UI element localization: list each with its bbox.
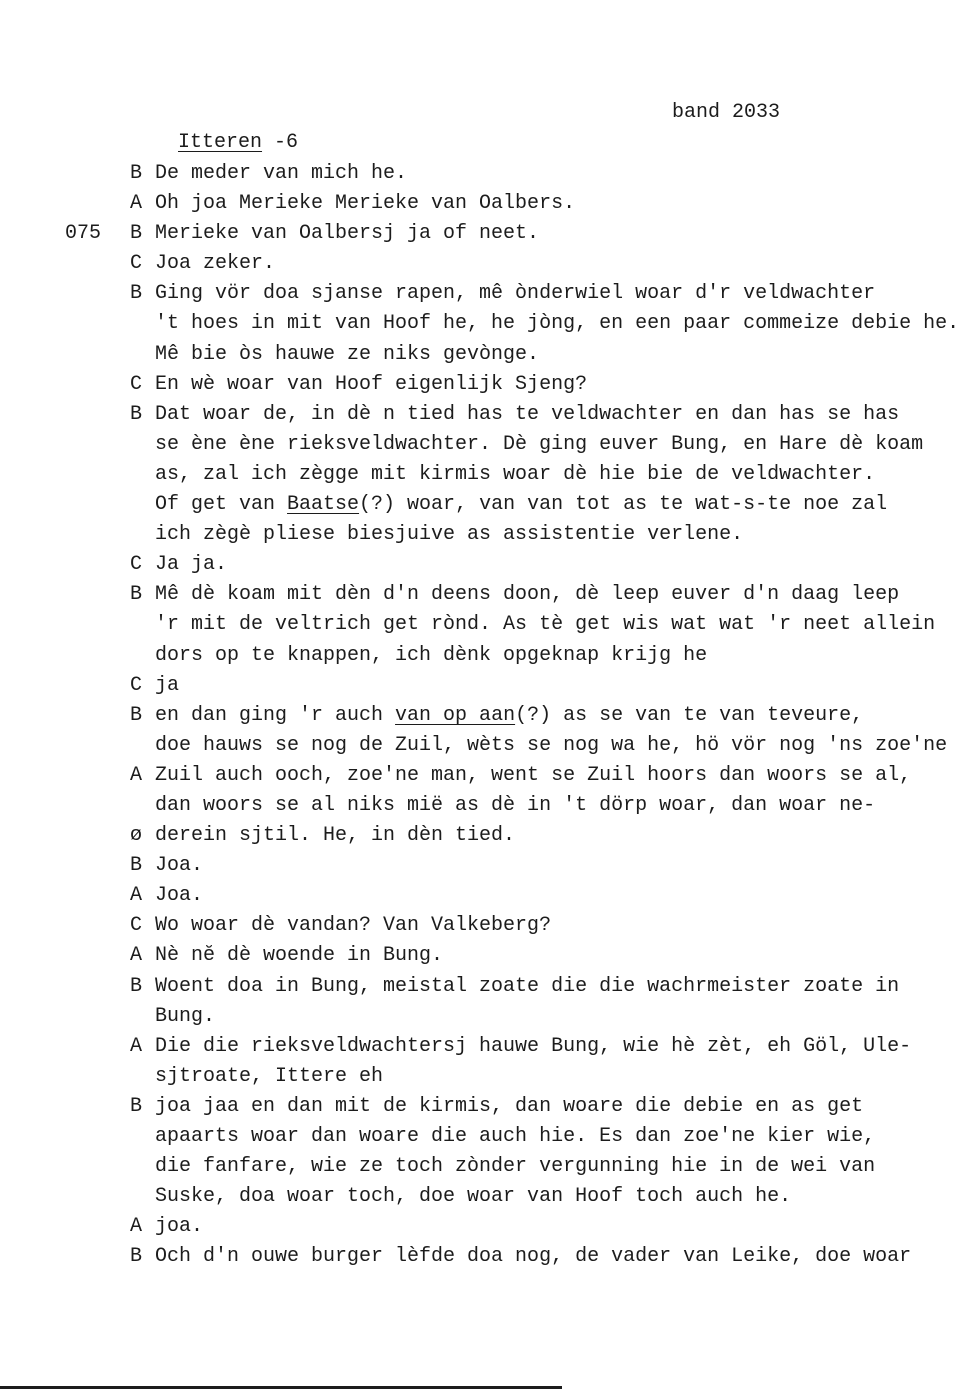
line-text: dan woors se al niks mië as dè in 't dörp woar, dan woar ne- [155,793,876,817]
line-text: (?) as se van te van teveure, [515,703,864,727]
margin-counter: 075 [65,222,102,246]
utterance [130,851,965,881]
line-text: Die die rieksveldwachtersj hauwe Bung, wie hè zèt, eh Göl, Ule- [155,1034,912,1058]
line-text: doe hauws se nog de Zuil, wèts se nog wa he, hö vör nog 'ns zoe'ne [155,733,948,757]
struck-margin-mark: ø [130,824,143,848]
transcript-line [130,370,965,400]
line-text: Suske, doa woar toch, doe woar van Hoof toch auch he. [155,1185,792,1209]
speaker-label: C [130,673,143,697]
speaker-label: A [130,1034,143,1058]
line-text: Ging vör doa sjanse rapen, mê ònderwiel woar d'r veldwachter [155,282,876,306]
utterance [130,249,965,279]
speaker-label: B [130,1245,143,1269]
line-text: 'r mit de veltrich get rònd. As tè get wis wat wat 'r neet allein [155,613,936,637]
transcript-line [130,610,965,640]
transcript-line [130,821,965,851]
line-text: ich zègè pliese biesjuive as assistentie verlene. [155,523,744,547]
transcript-line [130,671,965,701]
line-text: En wè woar van Hoof eigenlijk Sjeng? [155,372,588,396]
transcript-line [130,550,965,580]
transcript-line [130,761,965,791]
transcript-line [130,972,965,1002]
line-text: Of get van [155,493,288,517]
transcript-line [130,400,965,430]
utterance [130,370,965,400]
transcript-line [65,219,965,249]
transcript-body [65,159,965,1272]
transcript-line [130,340,965,370]
transcript-line [130,279,965,309]
line-text: die fanfare, wie ze toch zònder vergunning hie in de wei van [155,1155,876,1179]
line-text: Nè nĕ dè woende in Bung. [155,944,444,968]
line-text: sjtroate, Ittere eh [155,1064,384,1088]
line-text: joa. [155,1215,204,1239]
transcript-line [130,1002,965,1032]
line-text: derein sjtil. He, in dèn tied. [155,824,516,848]
transcript-line [130,189,965,219]
utterance [130,671,965,701]
line-text: ja [155,673,180,697]
utterance [130,1092,965,1212]
transcript-line [130,701,965,731]
transcript-line [130,430,965,460]
line-text: dors op te knappen, ich dènk opgeknap krijg he [155,643,708,667]
line-text: Mê dè koam mit dèn d'n deens doon, dè leep euver d'n daag leep [155,583,900,607]
transcript-line [130,881,965,911]
speaker-label: B [130,222,143,246]
utterance [130,159,965,189]
speaker-label: B [130,162,143,185]
line-text: en dan ging 'r auch [155,703,396,727]
transcript-line [130,851,965,881]
line-text: Och d'n ouwe burger lèfde doa nog, de vader van Leike, doe woar [155,1245,912,1269]
utterance [130,972,965,1032]
utterance [130,911,965,941]
utterance [130,881,965,911]
speaker-label: C [130,553,143,577]
line-text: se ène ène rieksveldwachter. Dè ging euver Bung, en Hare dè koam [155,432,924,456]
transcript-line [130,1212,965,1242]
line-text: Merieke van Oalbersj ja of neet. [155,222,540,246]
utterance [130,941,965,971]
utterance [130,279,965,369]
line-text: Woent doa in Bung, meistal zoate die die wachrmeister zoate in [155,974,900,998]
utterance [130,761,965,851]
utterance [130,580,965,670]
line-text: Dat woar de, in dè n tied has te veldwachter en dan has se has [155,402,900,426]
utterance [130,189,965,219]
transcript-line [130,791,965,821]
transcript-line [130,1152,965,1182]
underlined-text: Baatse [287,493,360,517]
utterance [130,1032,965,1092]
speaker-label: A [130,763,143,787]
header-page-number: -6 [274,131,299,154]
transcript-line [130,1062,965,1092]
line-text: apaarts woar dan woare die auch hie. Es dan zoe'ne kier wie, [155,1125,876,1148]
transcript-line [130,1242,965,1272]
line-text: Joa. [155,854,204,878]
speaker-label: B [130,1094,143,1118]
transcript-line [130,641,965,671]
header-place: Itteren [178,131,263,154]
utterance [130,400,965,550]
footer-rule [0,1386,562,1389]
speaker-label: A [130,944,143,968]
underlined-text: van op aan [395,703,516,727]
transcript-line [130,249,965,279]
transcript-line [130,731,965,761]
line-text: joa jaa en dan mit de kirmis, dan woare die debie en as get [155,1094,864,1118]
utterance [65,219,965,249]
line-text: De meder van mich he. [155,162,408,185]
line-text: Oh joa Merieke Merieke van Oalbers. [155,192,576,216]
line-text: 't hoes in mit van Hoof he, he jòng, en een paar commeize debie he. [155,312,960,336]
speaker-label: A [130,192,143,216]
line-text: Mê bie òs hauwe ze niks gevònge. [155,342,540,366]
transcript-line [130,1122,965,1152]
header-tape-number: band 2033 [672,101,781,124]
transcript-line [130,490,965,520]
line-text: Bung. [155,1004,216,1028]
speaker-label: B [130,854,143,878]
speaker-label: C [130,372,143,396]
speaker-label: B [130,583,143,607]
line-text: Ja ja. [155,553,228,577]
speaker-label: B [130,703,143,727]
line-text: Joa zeker. [155,252,276,276]
transcript-line [130,911,965,941]
utterance [130,701,965,761]
line-text: Wo woar dè vandan? Van Valkeberg? [155,914,552,938]
transcript-line [130,941,965,971]
transcript-line [130,309,965,339]
transcript-line [130,1182,965,1212]
speaker-label: A [130,884,143,908]
speaker-label: B [130,282,143,306]
transcript-line [130,580,965,610]
transcript-line [130,1092,965,1122]
speaker-label: A [130,1215,143,1239]
line-text: Joa. [155,884,204,908]
speaker-label: B [130,974,143,998]
utterance [130,1212,965,1242]
transcript-line [130,460,965,490]
line-text: (?) woar, van van tot as te wat-s-te noe zal [359,493,888,517]
line-text: as, zal ich zègge mit kirmis woar dè hie bie de veldwachter. [155,462,876,486]
utterance [130,550,965,580]
speaker-label: C [130,252,143,276]
utterance [130,1242,965,1272]
speaker-label: C [130,914,143,938]
transcript-line [130,159,965,189]
line-text: Zuil auch ooch, zoe'ne man, went se Zuil hoors dan woors se al, [155,763,912,787]
transcript-line [130,1032,965,1062]
transcript-line [130,520,965,550]
speaker-label: B [130,402,143,426]
